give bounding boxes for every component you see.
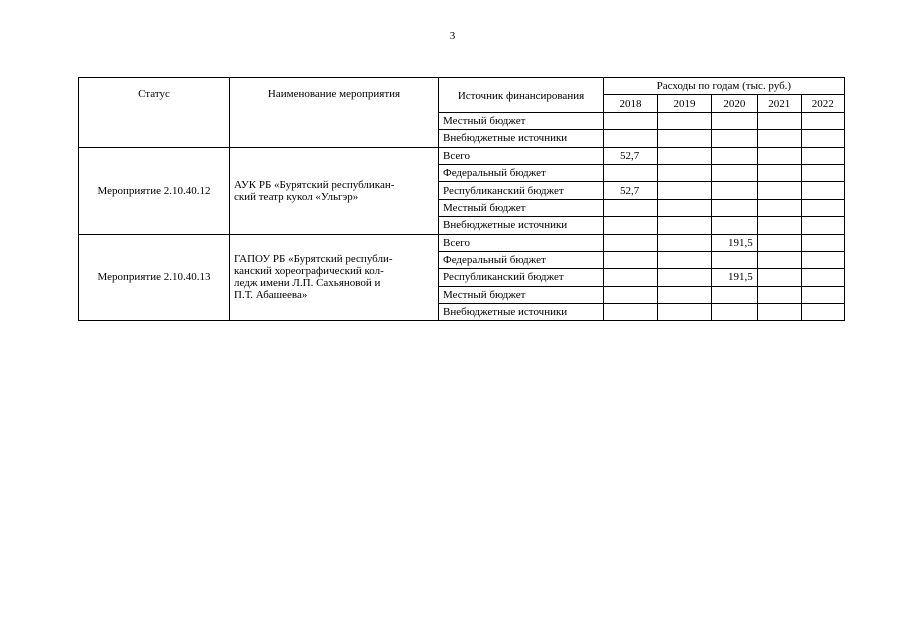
value-cell (604, 234, 658, 251)
value-cell (712, 182, 758, 199)
value-cell (801, 286, 844, 303)
source-cell: Всего (439, 147, 604, 164)
event-status: Мероприятие 2.10.40.12 (79, 147, 230, 234)
value-cell (604, 286, 658, 303)
value-cell (801, 164, 844, 181)
value-cell (801, 112, 844, 129)
value-cell: 191,5 (712, 234, 758, 251)
value-cell (604, 164, 658, 181)
source-cell: Внебюджетные источники (439, 130, 604, 147)
value-cell (658, 164, 712, 181)
value-cell (712, 304, 758, 321)
value-cell (801, 199, 844, 216)
value-cell (712, 164, 758, 181)
source-header: Источник финансирования (439, 78, 604, 113)
event-status: Мероприятие 2.10.40.13 (79, 234, 230, 321)
year-header: 2022 (801, 95, 844, 112)
value-cell (757, 199, 801, 216)
value-cell (757, 182, 801, 199)
value-cell: 52,7 (604, 182, 658, 199)
value-cell (801, 251, 844, 268)
budget-table (78, 77, 845, 321)
source-cell: Федеральный бюджет (439, 251, 604, 268)
value-cell (658, 269, 712, 286)
value-cell (712, 286, 758, 303)
source-cell: Местный бюджет (439, 286, 604, 303)
value-cell (658, 251, 712, 268)
value-cell (712, 251, 758, 268)
year-header: 2020 (712, 95, 758, 112)
source-cell: Местный бюджет (439, 199, 604, 216)
value-cell (757, 251, 801, 268)
value-cell (801, 182, 844, 199)
value-cell (604, 130, 658, 147)
value-cell (757, 147, 801, 164)
value-cell (757, 130, 801, 147)
value-cell (658, 182, 712, 199)
source-cell: Федеральный бюджет (439, 164, 604, 181)
value-cell (604, 251, 658, 268)
name-header: Наименование мероприятия (230, 78, 439, 148)
event-name-line: ский театр кукол «Ульгэр» (234, 190, 359, 203)
value-cell (712, 199, 758, 216)
source-cell: Республиканский бюджет (439, 269, 604, 286)
event-name-line: П.Т. Абашеева» (234, 289, 308, 302)
value-cell (757, 269, 801, 286)
event-name (230, 234, 439, 321)
value-cell (801, 217, 844, 234)
header-row (79, 78, 845, 95)
source-cell: Внебюджетные источники (439, 217, 604, 234)
year-header: 2021 (757, 95, 801, 112)
table-row (79, 147, 845, 164)
event-name-line: ГАПОУ РБ «Бурятский республи- (234, 253, 393, 266)
source-cell: Внебюджетные источники (439, 304, 604, 321)
value-cell (658, 217, 712, 234)
value-cell (712, 112, 758, 129)
value-cell (658, 234, 712, 251)
source-cell: Всего (439, 234, 604, 251)
year-header: 2019 (658, 95, 712, 112)
value-cell (658, 112, 712, 129)
event-name-line: ледж имени Л.П. Сахьяновой и (234, 277, 381, 290)
value-cell: 52,7 (604, 147, 658, 164)
status-header: Статус (79, 78, 230, 148)
value-cell (757, 164, 801, 181)
value-cell (712, 147, 758, 164)
source-cell: Республиканский бюджет (439, 182, 604, 199)
value-cell (757, 112, 801, 129)
source-cell: Местный бюджет (439, 112, 604, 129)
value-cell (658, 130, 712, 147)
value-cell (658, 286, 712, 303)
value-cell (801, 234, 844, 251)
value-cell (712, 130, 758, 147)
value-cell (658, 147, 712, 164)
value-cell (801, 304, 844, 321)
value-cell (801, 269, 844, 286)
value-cell (604, 112, 658, 129)
value-cell (604, 199, 658, 216)
value-cell (757, 286, 801, 303)
value-cell (757, 217, 801, 234)
value-cell (712, 217, 758, 234)
page-number: 3 (449, 30, 456, 42)
year-header: 2018 (604, 95, 658, 112)
value-cell (801, 147, 844, 164)
value-cell (757, 234, 801, 251)
expenses-header: Расходы по годам (тыс. руб.) (604, 78, 845, 95)
value-cell (604, 304, 658, 321)
value-cell (658, 199, 712, 216)
value-cell (604, 269, 658, 286)
value-cell (658, 304, 712, 321)
value-cell: 191,5 (712, 269, 758, 286)
event-name (230, 147, 439, 234)
value-cell (757, 304, 801, 321)
event-name-line: канский хореографический кол- (234, 265, 384, 278)
event-name-line: АУК РБ «Бурятский республикан- (234, 178, 395, 191)
value-cell (801, 130, 844, 147)
value-cell (604, 217, 658, 234)
table-row (79, 234, 845, 251)
